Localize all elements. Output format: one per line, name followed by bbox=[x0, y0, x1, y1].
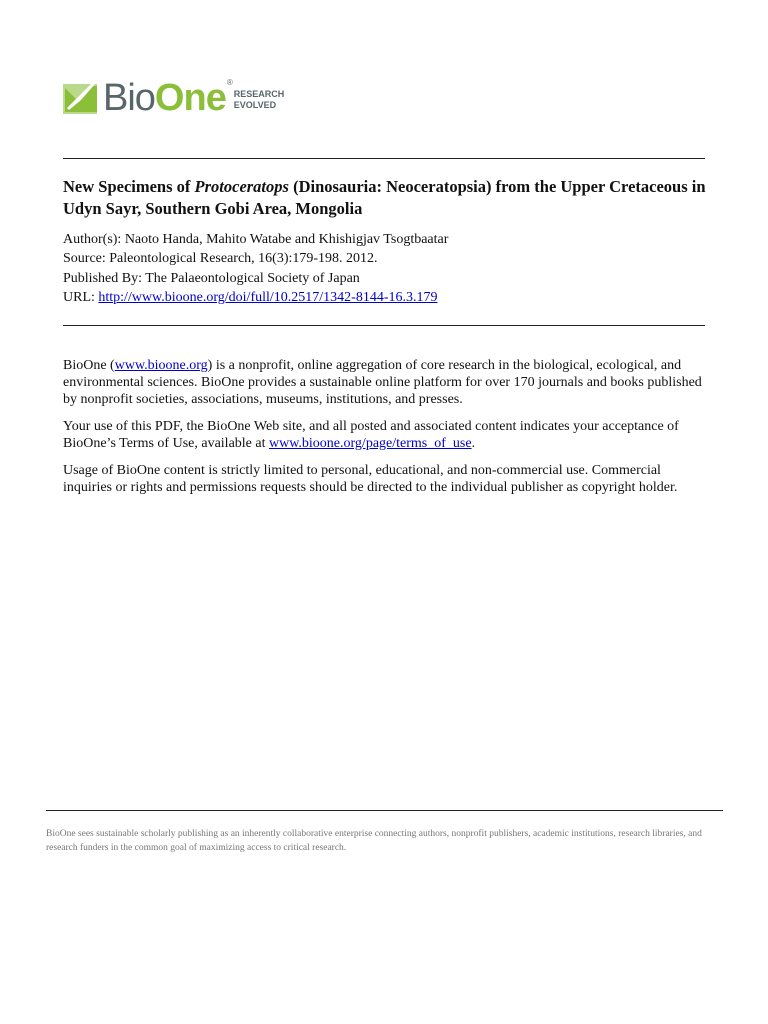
notice-p1-start: BioOne ( bbox=[63, 358, 115, 373]
notice-paragraph-2 bbox=[63, 418, 713, 452]
notice-p2-end: . bbox=[471, 436, 476, 451]
terms-of-use-link[interactable]: www.bioone.org/page/terms_of_use bbox=[269, 436, 472, 451]
article-title bbox=[63, 176, 713, 220]
notice-paragraph-1 bbox=[63, 357, 713, 408]
title-genus: Protoceratops bbox=[194, 177, 289, 196]
source: Source: Paleontological Research, 16(3):179-198. 2012. bbox=[63, 251, 378, 267]
top-divider bbox=[63, 158, 705, 159]
logo-tagline-line1: RESEARCH bbox=[233, 88, 285, 99]
logo-word-bio: Bio bbox=[103, 77, 155, 119]
article-metadata bbox=[63, 230, 448, 308]
title-part2: (Dinosauria: Neoceratopsia) from the Upper Cretaceous in Udyn Sayr, Southern Gobi Area, Mongolia bbox=[63, 177, 706, 218]
registered-mark: ® bbox=[226, 78, 232, 87]
notice-p1-end: ) is a nonprofit, online aggregation of core research in the biological, ecological, and environmental sciences. BioOne provides a sustainable online platform for over 170 journals and books published by nonprofit societies, associations, museums, institutions, and presses. bbox=[63, 358, 702, 407]
logo-tagline bbox=[234, 89, 285, 111]
notice-p2-start: Your use of this PDF, the BioOne Web site, and all posted and associated content indicates your acceptance of BioOne’s Terms of Use, available at bbox=[63, 419, 679, 451]
middle-divider bbox=[63, 325, 705, 326]
bioone-logo bbox=[46, 70, 312, 126]
publisher: Published By: The Palaeontological Society of Japan bbox=[63, 270, 360, 286]
footer-divider bbox=[46, 810, 723, 811]
logo-word-one: One bbox=[154, 77, 226, 119]
logo-wordmark bbox=[103, 79, 232, 117]
bioone-leaf-icon bbox=[63, 78, 99, 118]
url-label: URL: bbox=[63, 290, 99, 306]
url-line bbox=[63, 288, 448, 307]
footer-statement: BioOne sees sustainable scholarly publishing as an inherently collaborative enterprise connecting authors, nonprofit publishers, academic institutions, research libraries, and research funders in the common goal of maximizing access to critical research. bbox=[46, 829, 702, 853]
logo-tagline-line2: EVOLVED bbox=[233, 99, 277, 110]
article-url-link[interactable]: http://www.bioone.org/doi/full/10.2517/1342-8144-16.3.179 bbox=[98, 290, 438, 306]
bioone-home-link[interactable]: www.bioone.org bbox=[114, 358, 208, 373]
title-part1: New Specimens of bbox=[63, 177, 195, 196]
authors: Author(s): Naoto Handa, Mahito Watabe and Khishigjav Tsogtbaatar bbox=[63, 232, 449, 247]
notice-text bbox=[63, 357, 713, 506]
notice-paragraph-3: Usage of BioOne content is strictly limited to personal, educational, and non-commercial use. Commercial inquiries or rights and permissions requests should be directed to the individual publisher as copyright holder. bbox=[63, 463, 678, 495]
